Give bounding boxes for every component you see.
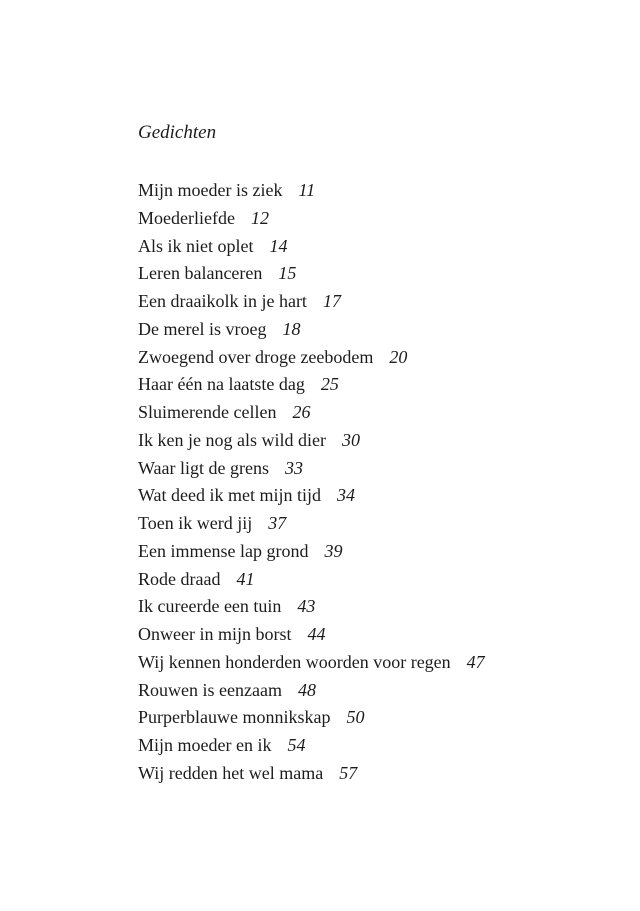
- toc-entry-page: 14: [269, 235, 288, 256]
- toc-entry-page: 25: [320, 374, 339, 395]
- toc-entry: [138, 732, 485, 760]
- toc-entry-title: Onweer in mijn borst: [138, 624, 292, 644]
- toc-entry: [138, 704, 485, 732]
- toc-entry: [138, 205, 485, 233]
- toc-entry-title: Sluimerende cellen: [138, 402, 277, 422]
- toc-entry-title: Wij redden het wel mama: [138, 762, 324, 783]
- toc-entry-page: 48: [297, 679, 316, 700]
- toc-entry-page: 57: [339, 762, 358, 783]
- toc-entry: [138, 233, 485, 261]
- toc-entry-title: Mijn moeder is ziek: [138, 180, 283, 200]
- toc-entry-page: 18: [282, 318, 301, 339]
- toc-entry: [138, 677, 485, 705]
- toc-entry-title: Rouwen is eenzaam: [138, 679, 282, 700]
- toc-entry-page: 34: [337, 485, 356, 506]
- toc-entry-page: 11: [298, 180, 316, 200]
- toc-entry: [138, 316, 485, 344]
- toc-entry: [138, 649, 485, 677]
- toc-entry-title: Ik ken je nog als wild dier: [138, 429, 326, 450]
- toc-entry: [138, 593, 485, 621]
- toc-entry-page: 41: [236, 568, 255, 589]
- toc-entry-title: De merel is vroeg: [138, 318, 267, 339]
- toc-entry-page: 17: [322, 291, 341, 311]
- toc-entry-title: Waar ligt de grens: [138, 457, 270, 478]
- toc-entry-title: Zwoegend over droge zeebodem: [138, 346, 374, 367]
- toc-entry: [138, 427, 485, 455]
- toc-entry-title: Een immense lap grond: [138, 540, 309, 561]
- toc-entry: [138, 344, 485, 372]
- toc-entry-page: 30: [341, 429, 360, 450]
- toc-entry: [138, 288, 485, 316]
- table-of-contents: [138, 177, 485, 788]
- toc-entry: [138, 510, 485, 538]
- toc-entry: [138, 621, 485, 649]
- toc-entry-title: Als ik niet oplet: [138, 235, 254, 256]
- section-title: Gedichten: [138, 122, 217, 143]
- toc-entry-page: 12: [250, 207, 269, 228]
- toc-entry-page: 39: [324, 540, 343, 561]
- toc-entry: [138, 177, 485, 205]
- toc-entry-title: Ik cureerde een tuin: [138, 596, 282, 617]
- toc-entry: [138, 260, 485, 288]
- toc-entry-page: 43: [297, 596, 316, 617]
- toc-entry-title: Haar één na laatste dag: [138, 374, 305, 395]
- toc-entry-title: Rode draad: [138, 568, 221, 589]
- toc-entry: [138, 566, 485, 594]
- toc-entry-title: Moederliefde: [138, 207, 235, 228]
- toc-entry-page: 50: [346, 707, 365, 728]
- toc-entry-title: Leren balanceren: [138, 263, 263, 284]
- toc-entry-title: Mijn moeder en ik: [138, 735, 272, 755]
- toc-entry-page: 26: [292, 402, 311, 422]
- toc-entry-page: 33: [285, 457, 304, 478]
- toc-entry-title: Wat deed ik met mijn tijd: [138, 485, 322, 506]
- toc-entry: [138, 371, 485, 399]
- toc-entry-page: 15: [278, 263, 297, 284]
- toc-entry-title: Purperblauwe monnikskap: [138, 707, 331, 728]
- toc-entry: [138, 399, 485, 427]
- toc-entry-title: Toen ik werd jij: [138, 513, 253, 533]
- toc-entry-page: 37: [268, 513, 287, 533]
- toc-entry-title: Wij kennen honderden woorden voor regen: [138, 651, 451, 672]
- toc-entry-page: 20: [389, 346, 408, 367]
- toc-entry: [138, 760, 485, 788]
- toc-entry-title: Een draaikolk in je hart: [138, 291, 307, 311]
- toc-entry-page: 54: [287, 735, 306, 755]
- toc-entry: [138, 482, 485, 510]
- toc-entry: [138, 455, 485, 483]
- toc-entry-page: 44: [307, 624, 326, 644]
- toc-entry-page: 47: [466, 651, 485, 672]
- toc-entry: [138, 538, 485, 566]
